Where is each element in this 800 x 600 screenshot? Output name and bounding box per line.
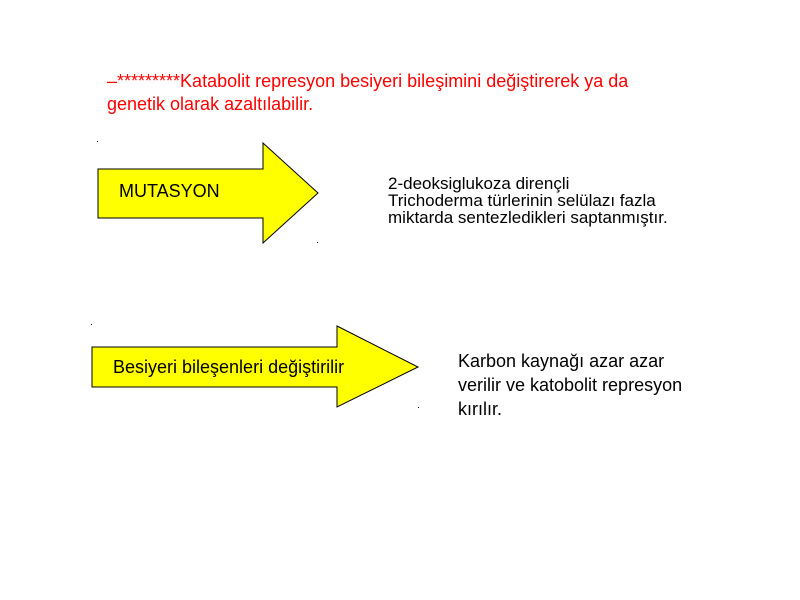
marker-dot	[91, 324, 92, 325]
heading-line-2: genetik olarak azaltılabilir.	[107, 94, 314, 114]
description-line: miktarda sentezledikleri saptanmıştır.	[388, 208, 668, 227]
mutation-label: MUTASYON	[119, 181, 220, 201]
marker-dot	[97, 141, 98, 142]
medium-change-description	[458, 349, 682, 421]
description-line: verilir ve katobolit represyon	[458, 375, 683, 395]
description-line: 2-deoksiglukoza dirençli	[388, 174, 570, 193]
marker-dot	[317, 242, 318, 243]
description-line: Trichoderma türlerinin selülazı fazla	[388, 191, 656, 210]
description-line: Karbon kaynağı azar azar	[458, 351, 665, 371]
mutation-description	[388, 175, 668, 226]
marker-dot	[418, 407, 419, 408]
description-line: kırılır.	[458, 399, 502, 419]
heading-line-1: –*********Katabolit represyon besiyeri bileşimini değiştirerek ya da	[107, 71, 629, 91]
medium-change-label: Besiyeri bileşenleri değiştirilir	[113, 357, 345, 377]
